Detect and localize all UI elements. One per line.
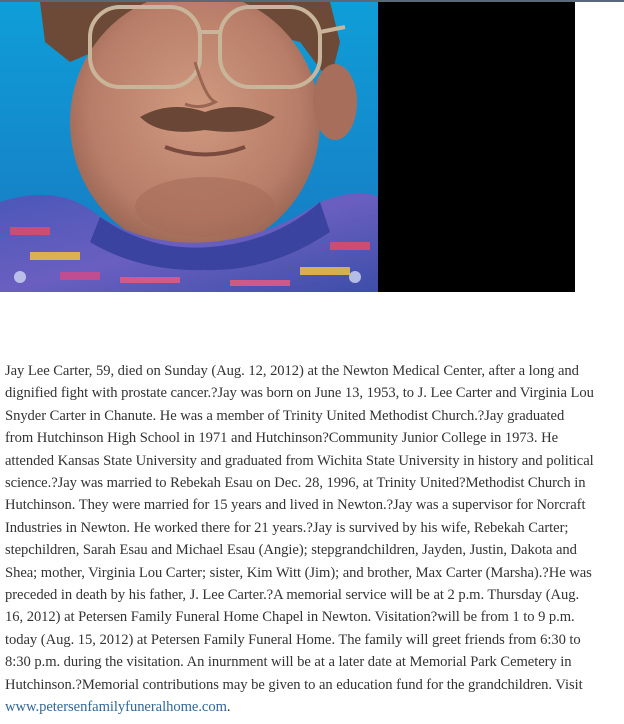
obituary-body: Jay Lee Carter, 59, died on Sunday (Aug. 12, 2012) at the Newton Medical Center, after a long and dignified fight with prostate cancer.?Jay was born on June 13, 1953, to J. Lee Carter and Virginia Lou Snyder Carter in Chanute. He was a member of Trinity United Methodist Church.?Jay graduated from Hutchinson High School in 1971 and Hutchinson?Community Junior College in 1973. He attended Kansas State University and graduated from Wichita State University in history and political science.?Jay was married to Rebekah Esau on Dec. 28, 1996, at Trinity United?Methodist Church in Hutchinson. They were married for 15 years and lived in Newton.?Jay was a supervisor for Norcraft Industries in Newton. He worked there for 21 years.?Jay is survived by his wife, Rebekah Carter; stepchildren, Sarah Esau and Michael Esau (Angie); stepgrandchildren, Jayden, Justin, Dakota and Shea; mother, Virginia Lou Carter; sister, Kim Witt (Jim); and brother, Max Carter (Marsha).?He was preceded in death by his father, J. Lee Carter.?A memorial service will be at 2 p.m. Thursday (Aug. 16, 2012) at Petersen Family Funeral Home Chapel in Newton. Visitation?will be from 1 to 9 p.m. today (Aug. 15, 2012) at Petersen Family Funeral Home. The family will greet friends from 6:30 to 8:30 p.m. during the visitation. An inurnment will be at a later date at Memorial Park Cemetery in Hutchinson.?Memorial contributions may be given to an education fund for the grandchildren. Visit <box>5 363 594 693</box>
obituary-photo <box>0 2 575 292</box>
obituary-trailing: . <box>226 699 231 716</box>
portrait-image <box>0 2 575 292</box>
obituary-text <box>5 360 595 719</box>
funeral-home-link[interactable]: www.petersenfamilyfuneralhome.com <box>5 699 227 716</box>
